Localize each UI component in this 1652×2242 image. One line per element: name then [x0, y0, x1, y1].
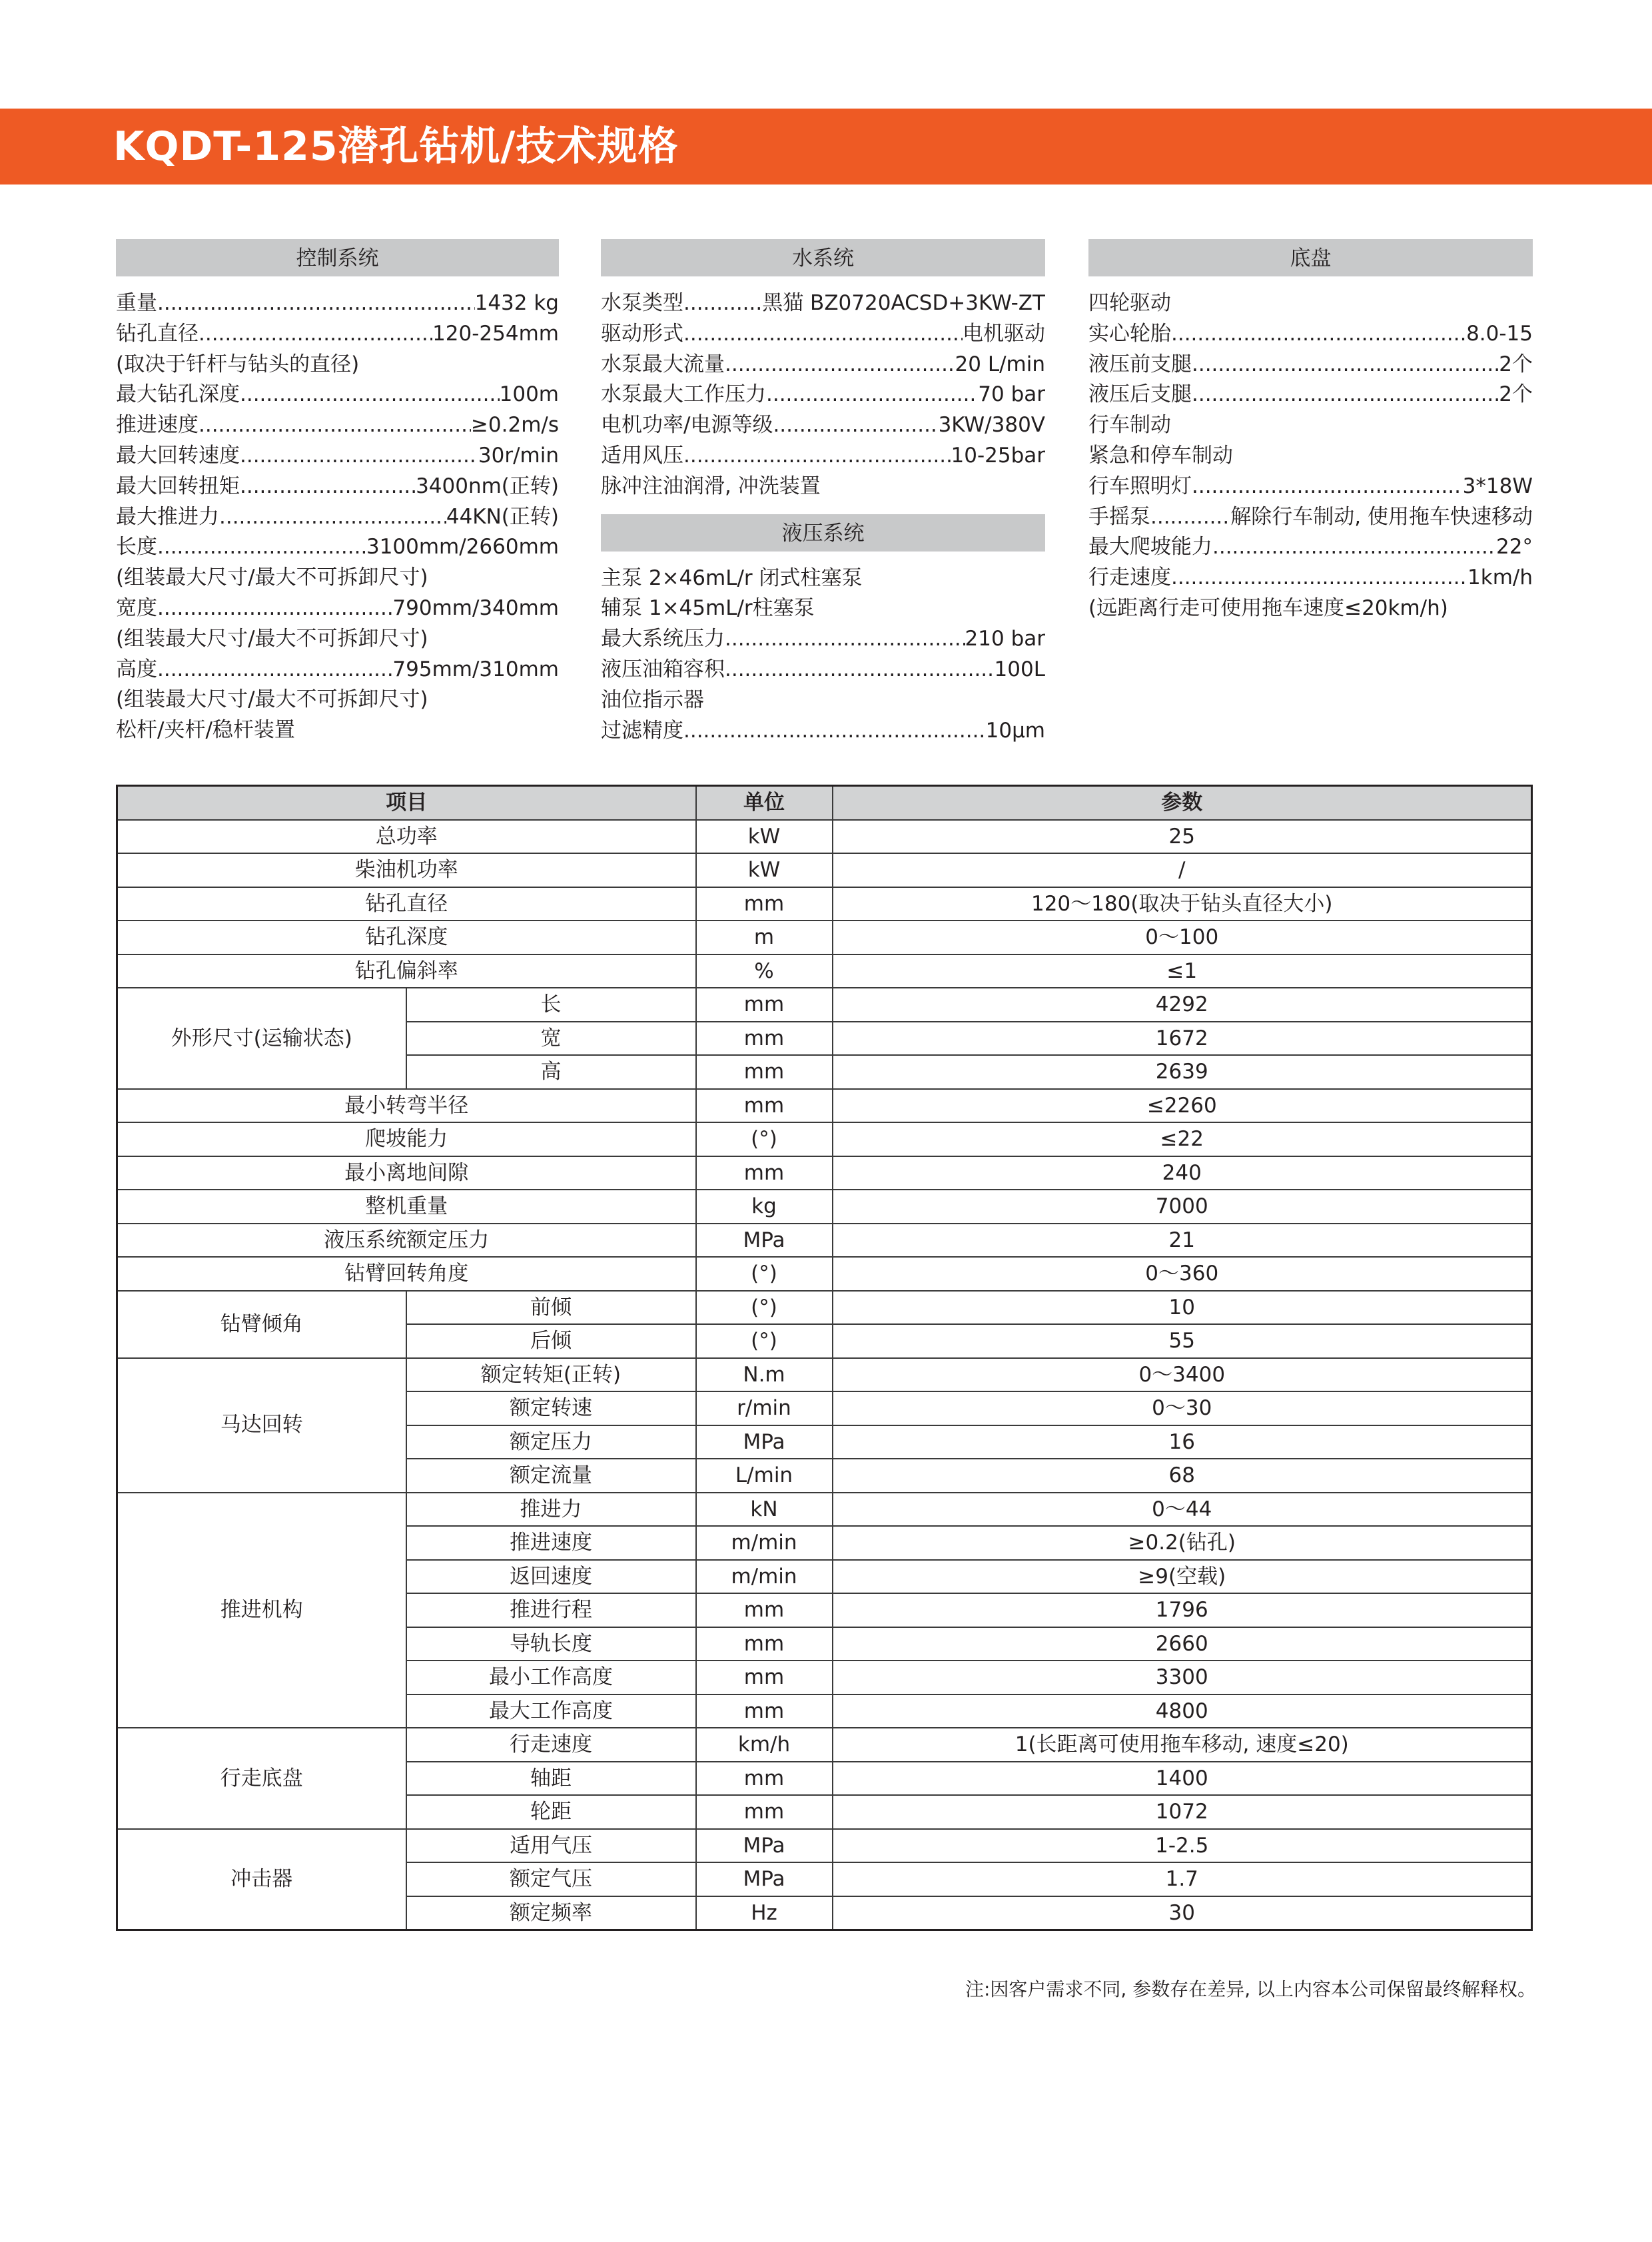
value-cell: 10	[833, 1291, 1532, 1325]
sub-item-cell: 额定气压	[406, 1862, 696, 1896]
spec-value: 30r/min	[478, 443, 559, 468]
spec-value: 100m	[499, 382, 559, 407]
dot-leader	[240, 441, 478, 472]
spec-value: 790mm/340mm	[392, 595, 559, 620]
spec-value: 黑猫 BZ0720ACSD+3KW-ZT	[762, 291, 1045, 315]
unit-cell: mm	[696, 1795, 833, 1829]
table-body	[117, 820, 1532, 1930]
value-cell: 1796	[833, 1593, 1532, 1627]
spec-text: (组装最大尺寸/最大不可拆卸尺寸)	[116, 687, 428, 712]
dot-leader	[1192, 380, 1499, 410]
control-system-section	[116, 239, 559, 746]
water-system-section	[601, 239, 1045, 746]
dot-leader	[1171, 563, 1467, 593]
spec-text: 行车制动	[1088, 413, 1171, 438]
spec-label: 液压前支腿	[1088, 352, 1192, 376]
value-cell: 55	[833, 1324, 1532, 1358]
table-row	[117, 921, 1532, 954]
spec-line	[116, 563, 559, 593]
dot-leader	[157, 655, 392, 685]
unit-cell: %	[696, 954, 833, 988]
value-cell: 7000	[833, 1190, 1532, 1224]
table-row	[117, 1829, 1532, 1863]
spec-line	[1088, 288, 1533, 319]
table-header-row	[117, 786, 1532, 820]
spec-text: 脉冲注油润滑, 冲洗装置	[601, 474, 821, 498]
spec-line	[116, 624, 559, 655]
dot-leader	[683, 288, 762, 319]
dot-leader	[199, 410, 471, 441]
spec-value: 1432 kg	[474, 291, 559, 315]
value-cell: 1.7	[833, 1862, 1532, 1896]
unit-cell: mm	[696, 1156, 833, 1190]
unit-cell: mm	[696, 1627, 833, 1661]
item-cell: 液压系统额定压力	[117, 1224, 696, 1258]
spec-text: (组装最大尺寸/最大不可拆卸尺寸)	[116, 565, 428, 590]
spec-line	[1088, 593, 1533, 624]
table-row	[117, 1291, 1532, 1325]
value-cell: ≤22	[833, 1122, 1532, 1156]
unit-cell: MPa	[696, 1829, 833, 1863]
unit-cell: mm	[696, 1593, 833, 1627]
title-banner	[0, 109, 1652, 185]
table-row	[117, 1122, 1532, 1156]
table-row	[117, 1156, 1532, 1190]
spec-label: 水泵最大工作压力	[601, 382, 766, 407]
spec-value: 3KW/380V	[938, 413, 1045, 438]
control-spec-list	[116, 288, 559, 746]
header-item: 项目	[117, 786, 696, 820]
spec-value: 10μm	[985, 718, 1045, 743]
chassis-spec-list	[1088, 288, 1533, 624]
dot-leader	[766, 380, 978, 410]
sub-item-cell: 推进力	[406, 1493, 696, 1527]
spec-text: 松杆/夹杆/稳杆装置	[116, 718, 295, 743]
spec-value: 8.0-15	[1466, 321, 1533, 346]
spec-line	[116, 350, 559, 380]
spec-line	[601, 472, 1045, 502]
spec-line	[1088, 532, 1533, 563]
group-cell: 行走底盘	[117, 1728, 406, 1829]
unit-cell: mm	[696, 1661, 833, 1694]
spec-line	[116, 472, 559, 502]
unit-cell: kW	[696, 820, 833, 854]
dot-leader	[199, 319, 432, 350]
sub-item-cell: 额定流量	[406, 1459, 696, 1493]
sub-item-cell: 最大工作高度	[406, 1694, 696, 1728]
sub-item-cell: 前倾	[406, 1291, 696, 1325]
table-row	[117, 1257, 1532, 1291]
spec-line	[601, 593, 1045, 624]
spec-line	[1088, 472, 1533, 502]
value-cell: 0～30	[833, 1391, 1532, 1425]
spec-label: 长度	[116, 535, 157, 560]
table-row	[117, 1728, 1532, 1762]
value-cell: 1072	[833, 1795, 1532, 1829]
unit-cell: mm	[696, 1089, 833, 1123]
control-system-heading: 控制系统	[116, 239, 559, 276]
spec-label: 宽度	[116, 595, 157, 620]
value-cell: 21	[833, 1224, 1532, 1258]
dot-leader	[683, 319, 963, 350]
spec-line	[601, 410, 1045, 441]
table-row	[117, 1190, 1532, 1224]
spec-value: 100L	[994, 657, 1045, 681]
water-system-heading: 水系统	[601, 239, 1045, 276]
unit-cell: L/min	[696, 1459, 833, 1493]
spec-text: 主泵 2×46mL/r 闭式柱塞泵	[601, 565, 863, 590]
item-cell: 爬坡能力	[117, 1122, 696, 1156]
sub-item-cell: 最小工作高度	[406, 1661, 696, 1694]
value-cell: 30	[833, 1896, 1532, 1930]
item-cell: 总功率	[117, 820, 696, 854]
sub-item-cell: 宽	[406, 1022, 696, 1056]
unit-cell: (°)	[696, 1324, 833, 1358]
spec-line	[601, 716, 1045, 747]
value-cell: 16	[833, 1425, 1532, 1459]
spec-line	[116, 410, 559, 441]
chassis-heading: 底盘	[1088, 239, 1533, 276]
spec-value: ≥0.2m/s	[470, 413, 559, 438]
spec-value: 电机驱动	[963, 321, 1045, 346]
spec-line	[1088, 502, 1533, 533]
unit-cell: Hz	[696, 1896, 833, 1930]
spec-label: 适用风压	[601, 443, 683, 468]
hydraulic-spec-list	[601, 563, 1045, 747]
hydraulic-system-heading: 液压系统	[601, 514, 1045, 552]
spec-line	[116, 715, 559, 746]
group-cell: 推进机构	[117, 1493, 406, 1728]
dot-leader	[1212, 532, 1496, 563]
dot-leader	[1171, 319, 1466, 350]
unit-cell: km/h	[696, 1728, 833, 1762]
dot-leader	[1150, 502, 1230, 533]
spec-value: 3400nm(正转)	[416, 474, 559, 498]
value-cell: 120～180(取决于钻头直径大小)	[833, 887, 1532, 921]
spec-line	[1088, 410, 1533, 441]
spec-text: (组装最大尺寸/最大不可拆卸尺寸)	[116, 626, 428, 651]
spec-label: 水泵类型	[601, 291, 683, 315]
spec-value: 解除行车制动, 使用拖车快速移动	[1230, 504, 1533, 529]
value-cell: 0～100	[833, 921, 1532, 954]
table-row	[117, 853, 1532, 887]
spec-value: 10-25bar	[951, 443, 1045, 468]
spec-line	[116, 502, 559, 533]
value-cell: ≥0.2(钻孔)	[833, 1526, 1532, 1560]
dot-leader	[725, 624, 965, 655]
value-cell: 0～44	[833, 1493, 1532, 1527]
value-cell: 1400	[833, 1762, 1532, 1796]
item-cell: 钻孔偏斜率	[117, 954, 696, 988]
spec-label: 最大系统压力	[601, 627, 725, 651]
sub-item-cell: 返回速度	[406, 1560, 696, 1594]
spec-label: 行走速度	[1088, 565, 1171, 590]
unit-cell: kN	[696, 1493, 833, 1527]
item-cell: 最小转弯半径	[117, 1089, 696, 1123]
spec-label: 液压后支腿	[1088, 382, 1192, 407]
value-cell: 2660	[833, 1627, 1532, 1661]
spec-value: 2个	[1499, 352, 1533, 376]
water-spec-list	[601, 288, 1045, 502]
dot-leader	[240, 472, 416, 502]
unit-cell: (°)	[696, 1122, 833, 1156]
sub-item-cell: 额定频率	[406, 1896, 696, 1930]
spec-text: 油位指示器	[601, 687, 704, 712]
spec-line	[601, 563, 1045, 594]
footer-note: 注:因客户需求不同, 参数存在差异, 以上内容本公司保留最终解释权。	[965, 1978, 1536, 2000]
item-cell: 钻孔深度	[117, 921, 696, 954]
spec-value: 70 bar	[978, 382, 1045, 407]
dot-leader	[725, 655, 995, 685]
spec-line	[601, 288, 1045, 319]
spec-value: 210 bar	[965, 627, 1045, 651]
spec-value: 2个	[1499, 382, 1533, 407]
spec-label: 水泵最大流量	[601, 352, 725, 376]
spec-value: 1km/h	[1467, 565, 1533, 590]
value-cell: 1672	[833, 1022, 1532, 1056]
value-cell: ≥9(空载)	[833, 1560, 1532, 1594]
spec-line	[1088, 563, 1533, 593]
group-cell: 马达回转	[117, 1358, 406, 1493]
group-cell: 外形尺寸(运输状态)	[117, 988, 406, 1089]
parameter-table	[116, 785, 1533, 1931]
spec-value: 3100mm/2660mm	[366, 535, 559, 560]
spec-line	[601, 685, 1045, 716]
chassis-section	[1088, 239, 1533, 624]
value-cell: 1-2.5	[833, 1829, 1532, 1863]
spec-value: 22°	[1496, 535, 1533, 560]
sub-item-cell: 高	[406, 1055, 696, 1089]
spec-line	[116, 441, 559, 472]
spec-line	[116, 288, 559, 319]
spec-label: 液压油箱容积	[601, 657, 725, 681]
dot-leader	[1192, 350, 1499, 380]
value-cell: ≤2260	[833, 1089, 1532, 1123]
spec-label: 电机功率/电源等级	[601, 413, 773, 438]
group-cell: 冲击器	[117, 1829, 406, 1930]
item-cell: 钻孔直径	[117, 887, 696, 921]
value-cell: 68	[833, 1459, 1532, 1493]
unit-cell: kW	[696, 853, 833, 887]
unit-cell: mm	[696, 887, 833, 921]
sub-item-cell: 长	[406, 988, 696, 1022]
table-row	[117, 1224, 1532, 1258]
spec-text: 辅泵 1×45mL/r柱塞泵	[601, 596, 815, 621]
item-cell: 整机重量	[117, 1190, 696, 1224]
sub-item-cell: 适用气压	[406, 1829, 696, 1863]
unit-cell: m/min	[696, 1560, 833, 1594]
spec-line	[1088, 319, 1533, 350]
dot-leader	[683, 716, 986, 747]
spec-label: 最大推进力	[116, 504, 219, 529]
dot-leader	[240, 380, 500, 410]
spec-line	[116, 655, 559, 685]
value-cell: 0～360	[833, 1257, 1532, 1291]
spec-text: 紧急和停车制动	[1088, 443, 1233, 468]
dot-leader	[219, 502, 446, 533]
table-row	[117, 988, 1532, 1022]
sub-item-cell: 推进行程	[406, 1593, 696, 1627]
spec-label: 实心轮胎	[1088, 321, 1171, 346]
page-title: KQDT-125潜孔钻机/技术规格	[113, 123, 679, 170]
spec-value: 120-254mm	[432, 321, 559, 346]
value-cell: /	[833, 853, 1532, 887]
unit-cell: N.m	[696, 1358, 833, 1392]
unit-cell: mm	[696, 1022, 833, 1056]
spec-line	[601, 380, 1045, 410]
unit-cell: (°)	[696, 1257, 833, 1291]
spec-label: 最大回转速度	[116, 443, 240, 468]
item-cell: 最小离地间隙	[117, 1156, 696, 1190]
dot-leader	[157, 593, 392, 624]
spec-line	[601, 350, 1045, 380]
table-row	[117, 1493, 1532, 1527]
unit-cell: mm	[696, 1694, 833, 1728]
spec-value: 20 L/min	[955, 352, 1045, 376]
value-cell: 3300	[833, 1661, 1532, 1694]
header-value: 参数	[833, 786, 1532, 820]
value-cell: 25	[833, 820, 1532, 854]
spec-label: 重量	[116, 291, 157, 315]
value-cell: ≤1	[833, 954, 1532, 988]
spec-line	[116, 532, 559, 563]
table-row	[117, 1358, 1532, 1392]
value-cell: 4800	[833, 1694, 1532, 1728]
value-cell: 1(长距离可使用拖车移动, 速度≤20)	[833, 1728, 1532, 1762]
value-cell: 240	[833, 1156, 1532, 1190]
dot-leader	[157, 532, 366, 563]
spec-line	[1088, 441, 1533, 472]
unit-cell: (°)	[696, 1291, 833, 1325]
unit-cell: m	[696, 921, 833, 954]
spec-line	[116, 685, 559, 715]
group-cell: 钻臂倾角	[117, 1291, 406, 1358]
sub-item-cell: 轮距	[406, 1795, 696, 1829]
unit-cell: MPa	[696, 1425, 833, 1459]
sub-item-cell: 推进速度	[406, 1526, 696, 1560]
header-unit: 单位	[696, 786, 833, 820]
sub-item-cell: 额定转矩(正转)	[406, 1358, 696, 1392]
sub-item-cell: 额定压力	[406, 1425, 696, 1459]
spec-text: 四轮驱动	[1088, 291, 1171, 315]
dot-leader	[683, 441, 951, 472]
table-row	[117, 1089, 1532, 1123]
unit-cell: kg	[696, 1190, 833, 1224]
spec-value: 44KN(正转)	[446, 504, 559, 529]
dot-leader	[725, 350, 955, 380]
table-row	[117, 954, 1532, 988]
table-row	[117, 820, 1532, 854]
spec-label: 钻孔直径	[116, 321, 199, 346]
value-cell: 0～3400	[833, 1358, 1532, 1392]
spec-label: 驱动形式	[601, 321, 683, 346]
spec-line	[116, 319, 559, 350]
spec-line	[1088, 350, 1533, 380]
spec-line	[1088, 380, 1533, 410]
spec-label: 推进速度	[116, 413, 199, 438]
table-row	[117, 887, 1532, 921]
dot-leader	[157, 288, 475, 319]
dot-leader	[773, 410, 938, 441]
sub-item-cell: 导轨长度	[406, 1627, 696, 1661]
item-cell: 钻臂回转角度	[117, 1257, 696, 1291]
unit-cell: m/min	[696, 1526, 833, 1560]
spec-line	[601, 655, 1045, 685]
sub-item-cell: 行走速度	[406, 1728, 696, 1762]
spec-label: 最大钻孔深度	[116, 382, 240, 407]
spec-label: 过滤精度	[601, 718, 683, 743]
spec-value: 795mm/310mm	[392, 657, 559, 681]
sub-item-cell: 轴距	[406, 1762, 696, 1796]
spec-value: 3*18W	[1462, 474, 1533, 498]
sub-item-cell: 后倾	[406, 1324, 696, 1358]
spec-label: 最大回转扭矩	[116, 474, 240, 498]
spec-line	[116, 380, 559, 410]
spec-line	[601, 319, 1045, 350]
dot-leader	[1192, 472, 1463, 502]
spec-line	[601, 624, 1045, 655]
unit-cell: MPa	[696, 1862, 833, 1896]
spec-line	[116, 593, 559, 624]
value-cell: 4292	[833, 988, 1532, 1022]
unit-cell: mm	[696, 988, 833, 1022]
unit-cell: MPa	[696, 1224, 833, 1258]
spec-text: (远距离行走可使用拖车速度≤20km/h)	[1088, 595, 1448, 620]
unit-cell: mm	[696, 1055, 833, 1089]
item-cell: 柴油机功率	[117, 853, 696, 887]
spec-label: 行车照明灯	[1088, 474, 1192, 498]
value-cell: 2639	[833, 1055, 1532, 1089]
unit-cell: r/min	[696, 1391, 833, 1425]
spec-label: 手摇泵	[1088, 504, 1150, 529]
spec-line	[601, 441, 1045, 472]
sub-item-cell: 额定转速	[406, 1391, 696, 1425]
unit-cell: mm	[696, 1762, 833, 1796]
spec-label: 最大爬坡能力	[1088, 535, 1212, 560]
spec-text: (取决于钎杆与钻头的直径)	[116, 352, 360, 376]
spec-label: 高度	[116, 657, 157, 681]
